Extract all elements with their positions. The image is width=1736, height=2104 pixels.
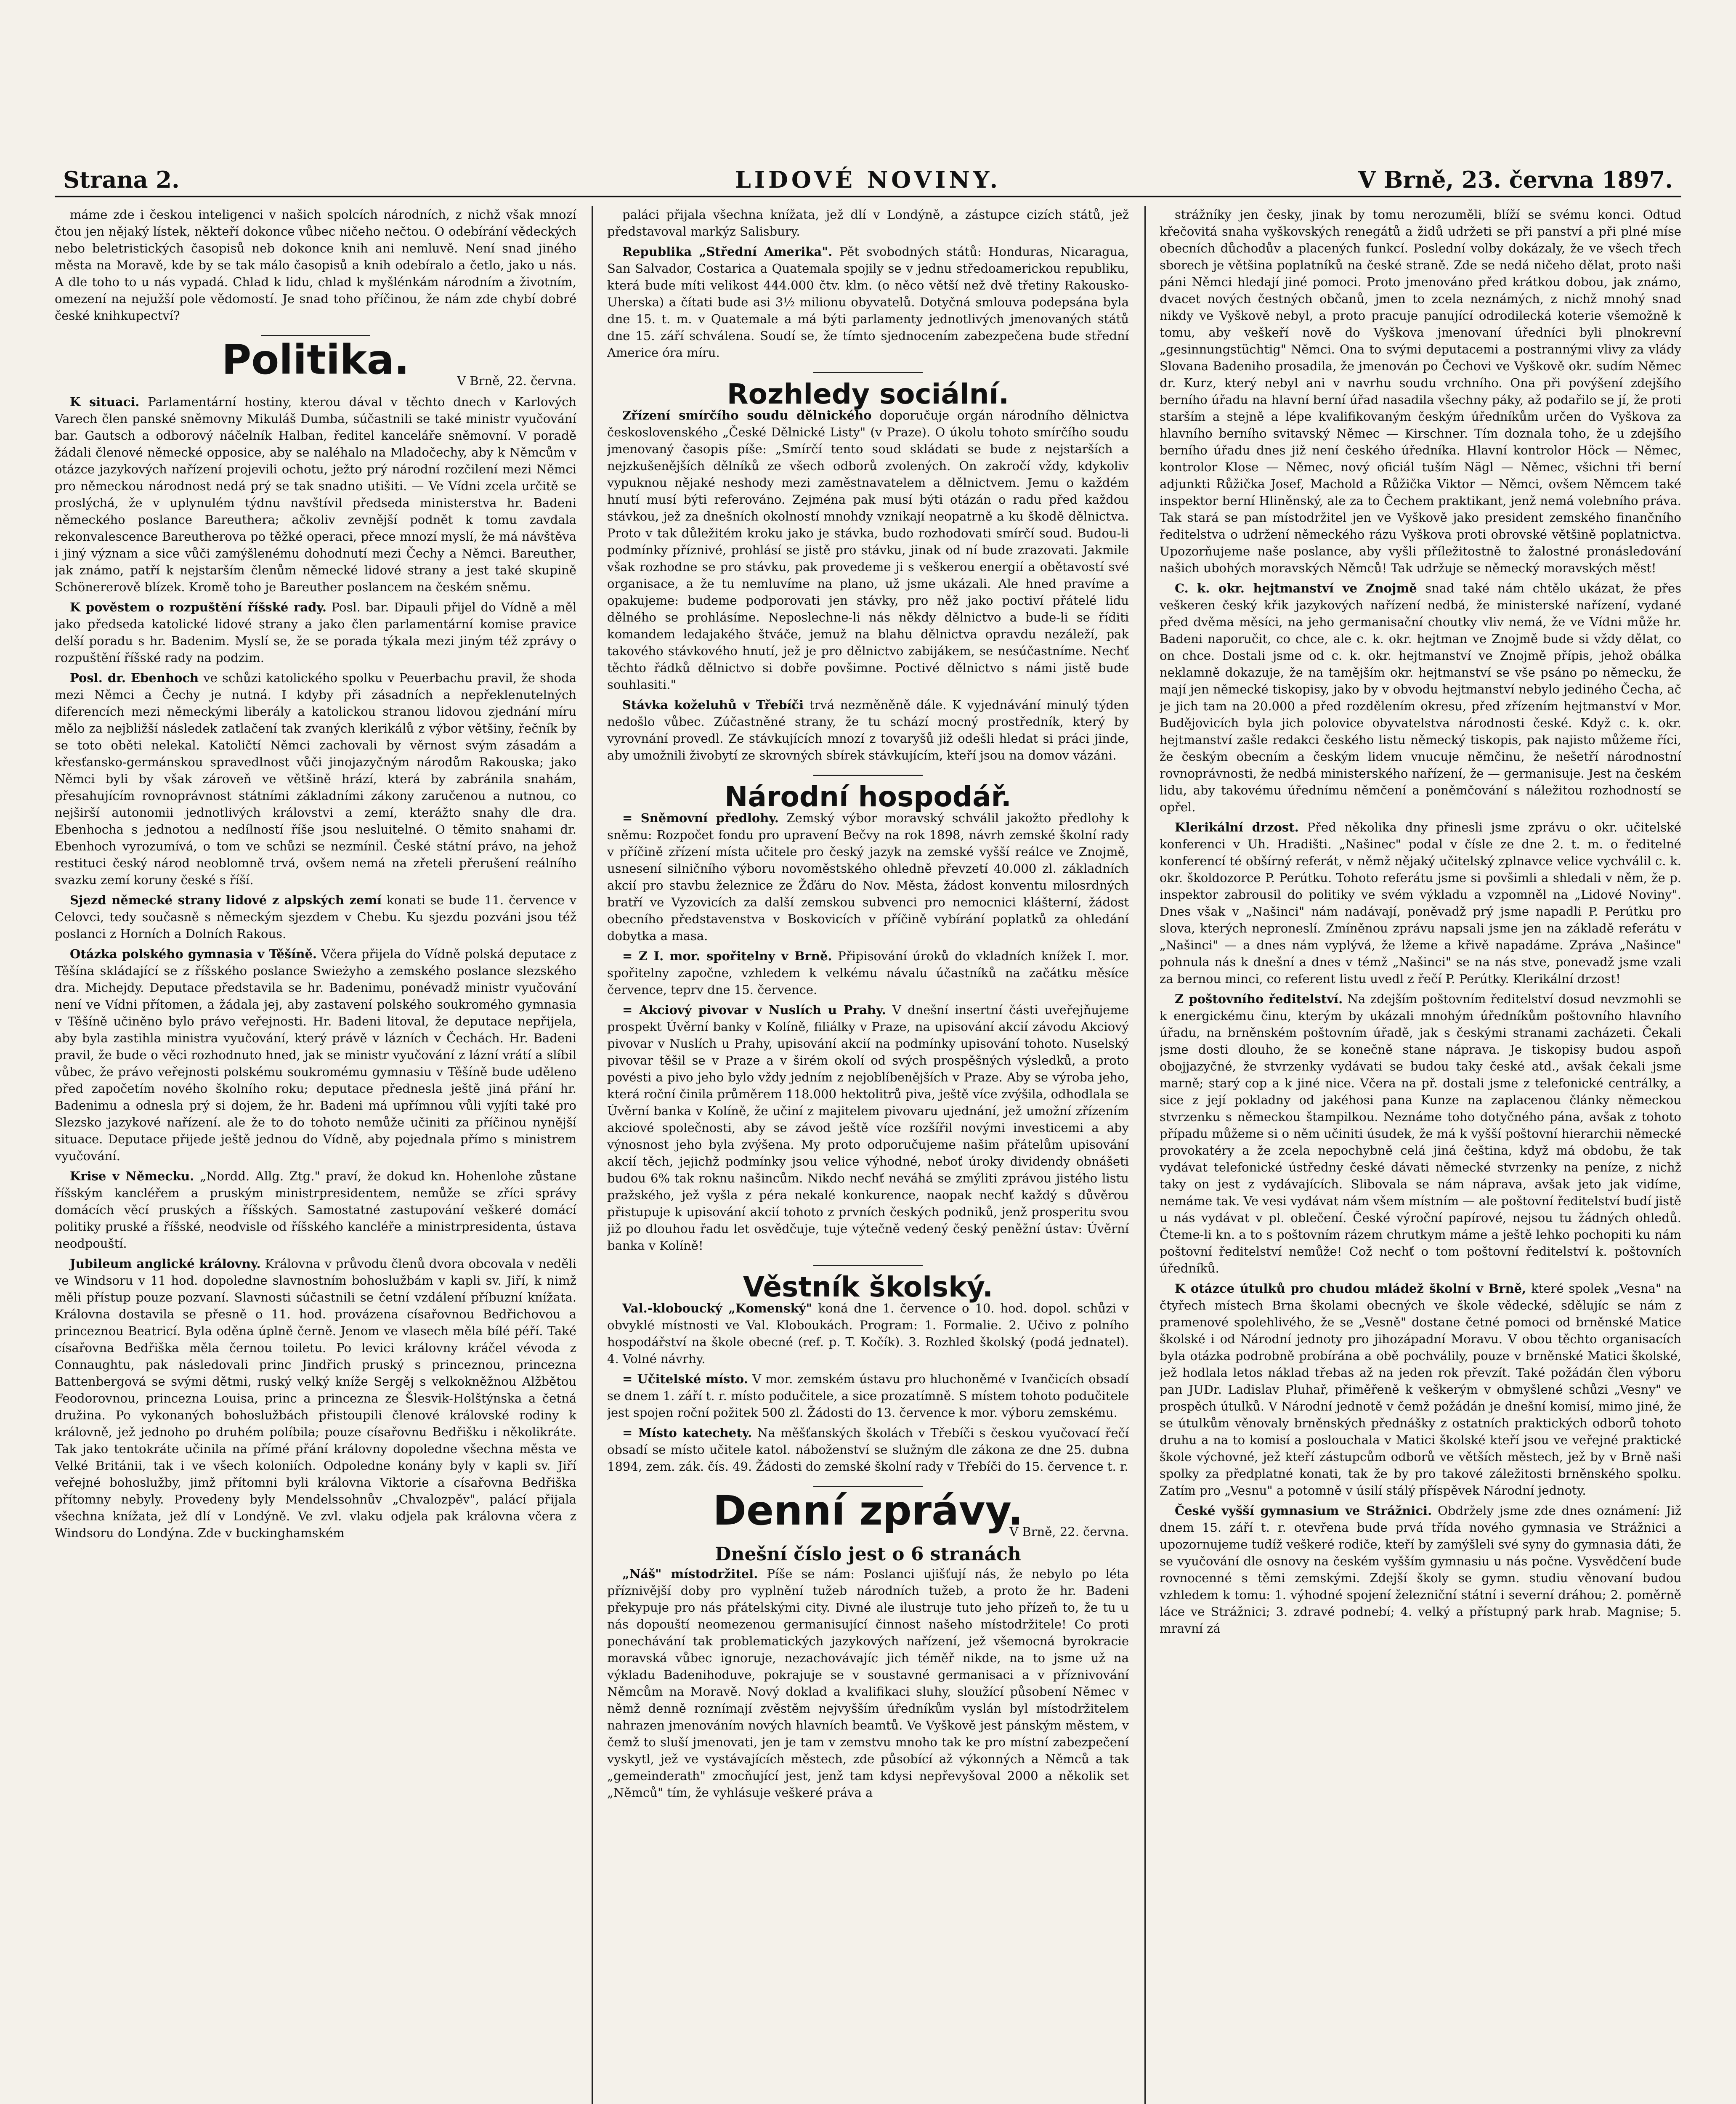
article (55, 1168, 576, 1252)
section-heading-hospodar: Národní hospodář. (725, 781, 1011, 813)
separator (813, 775, 923, 776)
article-title: = Učitelské místo. (622, 1372, 748, 1386)
article-title: C. k. okr. hejtmanství ve Znojmě (1175, 581, 1417, 595)
separator (813, 1265, 923, 1266)
article (55, 669, 576, 888)
article-title: K otázce útulků pro chudou mládež školní v Brně, (1175, 1281, 1526, 1296)
article-title: = Akciový pivovar v Nuslích u Prahy. (622, 1003, 886, 1017)
article-body: Parlamentární hostiny, kterou dával v těchto dnech v Karlových Varech člen panské sněmovny Mikuláš Dumba, súčastnili se také ministr vyučování bar. Gautsch a odborový náčelník Halban, ředitel kanceláře sněmovní. V poradě žádali členové německé opposice, aby se naléhalo na Mladočechy, aby k Němcům v otázce jazykových nařízení projevili ochotu, ježto prý národní rozčilení mezi Němci pro německou národnost nedá prý se tak snadno utišiti. — Ve Vídni zcela určitě se proslýchá, že v uplynulém týdnu navštívil předseda ministerstva hr. Badeni německého poslance Bareuthera; ačkoliv zevnější podnět k tomu zavdala rekonvalescence Bareutherova po těžké operaci, přece mnozí myslí, že má návštěva i jiný význam a sice vůči zamýšlenému dohodnutí mezi Čechy a Němci. Bareuther, jak známo, patří k nejstarším členům německé lidové strany a jest také skupině Schönererově blízek. Kromě toho je Bareuther poslancem na českém sněmu. (55, 395, 576, 594)
article-title: Otázka polského gymnasia v Těšíně. (70, 947, 317, 961)
article-continuation: strážníky jen česky, jinak by tomu nerozuměli, blíží se svému konci. Odtud křečovitá snaha vyškovských renegátů a židů udržeti se při panství a při plné míse obecních důchodův a placených funkcí. Poslední volby dokázaly, že ve všech třech sborech je většina poplatníků na české straně. Zde se nedá ničeho dělat, proto naši páni Němci hledají jiné pomoci. Proto jmenováno před krátkou dobou, jak známo, dvacet nových čestných občanů, jmen to zcela neznámých, z nichž mnohý snad nikdy ve Vyškově nebyl, a proto pracuje panující odrodilecká koterie všemožně k tomu, aby veškeří nově do Vyškova jmenovaní úředníci byli plnokrevní „gesinnungstüchtig" Němci. Ona to svými deputacemi a postrannými vlivy za vlády Slovana Badeniho prosadila, že jmenován po Čechovi ve Vyškově okr. sudím Němec dr. Kurz, který nebyl ani v navrhu soudu vrchního. Ona při povýšení zdejšího berního úřadu na hlavní berní úřad nasadila všechny páky, až podařilo se jí, že proti starším a stejně a lépe kvalifikovaným českým úředníkům určen do Vyškova za hlavního berního svitavský Němec — Kirschner. Tím doznala toho, že u zdejšího berního úřadu dnes již není českého úředníka. Hlavní kontrolor Höck — Němec, kontrolor Klose — Němec, nový oficiál tuším Nägl — Němec, všichni tři berní adjunkti Růžička Josef, Machold a Růžička Viktor — Němci, ovšem Němcem také inspektor berní Hliněnský, ale za to Čechem praktikant, jenž nemá volebního práva. Tak stará se pan místodržitel jen ve Vyškově jako president zemského finančního ředitelstva o udržení německého rázu Vyškova proti obrovské většině poplatnictva. Upozorňujeme naše poslance, aby vyšli příležitostně to žalostné pronásledování našich ubohých moravských Němců! Tak udržuje se německý moravských měst! (1160, 207, 1681, 575)
article (607, 696, 1129, 764)
section-heading-zpravy: Denní zprávy. (713, 1487, 1023, 1534)
article-body: Pět svobodných států: Honduras, Nicaragua, San Salvador, Costarica a Quatemala spojily se v jednu středoamerickou republiku, která bude míti velikost 444.000 čtv. klm. (o něco větší než dvě třetiny Rakousko-Uherska) a čítati bude asi 3½ milionu obyvatelů. Dotyčná smlouva podepsána byla dne 15. t. m. v Quatemale a má býti parlamenty jednotlivých jmenovaných států dne 15. září schválena. Soudí se, že tímto sjednocením zabezpečena bude střední Americe óra míru. (607, 244, 1129, 360)
article-body: které spolek „Vesna" na čtyřech místech Brna školami obecných ve škole vědecké, sdělujíc se nám z pramenové spolehlivého, že se „Vesně" dostane četné pomoci od brněnské Matice školské i od Národní jednoty pro jihozápadní Moravu. V obou těchto organisacích byla otázka podrobně probírána a obě pochválily, pouze v brněnské Matici školské, jež hodlala letos náklad třebas až na jeden rok převzít. Také požádán člen výboru pan JUDr. Ladislav Pluhař, přiměřeně k veškerým v obmyšlené schůzi „Vesny" ve prospěch útulků. V Národní jednotě v čemž požádán je dnešní komisí, mimo jiné, že se útulkům věnovaly brněnských přednášky z ostatních praktických odborů tohoto druhu a na to komisí a poslouchala v Matici školské kteří jsou ve veřejné praktické škole výchovné, jež kteří zástupcům odborů ve větších městech, jež by v Brně naši spolky za předplatné konati, tak že by pro takové záležitosti brněnského spolku. Zatím pro „Vesnu" a potomně v úsilí stálý příspěvek Národní jednoty. (1160, 1281, 1681, 1498)
article-body: Včera přijela do Vídně polská deputace z Těšína skládající se z říšského poslance Swieżyho a zemského poslance slezského dra. Michejdy. Deputace představila se hr. Badenimu, ponévadž ministr vyučování není ve Vídni přítomen, a žádala jej, aby zastavení polského soukromého gymnasia v Těšíně učiněno bylo právo veřejnosti. Hr. Badeni litoval, že deputace nepřijela, aby byla zastihla ministra vyučování, který právě v lázních v Čechách. Hr. Badeni pravil, že bude o věci rozhodnuto hned, jak se ministr vyučování z lázní vrátí a slíbil vůbec, že právo veřejnosti polskému soukromému gymnasiu v Těšíně bude uděleno před započetím nového školního roku; deputace přednesla ještě jiná přání hr. Badenimu a odnesla prý si dojem, že hr. Badeni má upřímnou vůli vyjíti také pro Slezsko jazykové nařízení. ale že to do tohoto nemůže učiniti za příčinou nynější situace. Deputace přijede ještě jednou do Vídně, aby pojednala přímo s ministrem vyučování. (55, 947, 576, 1163)
article-body: Obdržely jsme zde dnes oznámení: Již dnem 15. září t. r. otevřena bude prvá třída nového gymnasia ve Strážnici a upozornujeme tudíž veškeré rodiče, kteří by zamýšleli své syny do gymnasia dáti, že se vyučování dle osnovy na českém vyšším gymnasiu u nás počne. Vysvědčení bude rovnocenné s těmi zemskými. Zdejší školy se gymn. studiu věnovaní budou vzhledem k tomu: 1. výhodné spojení železniční státní i severní dráhou; 2. poměrně láce ve Strážnici; 3. zdravé podnebí; 4. velký a přístupný park hrab. Magnise; 5. mravní zá (1160, 1504, 1681, 1636)
article-title: Republika „Střední Amerika". (622, 244, 833, 259)
article-continuation: máme zde i českou inteligenci v našich spolcích národních, z nichž však mnozí čtou jen nějaký lístek, někteří dokonce vůbec ničeho nečtou. O odebírání vědeckých nebo beletristických časopisů neb dokonce knih ani nemluvě. Není snad jiného města na Moravě, kde by se tak málo časopisů a knih odebíralo a četlo, jako u nás. A dle toho to u nás vypadá. Chlad k lidu, chlad k myšlénkám národním a životním, omezení na nejužší pole vědomostí. Je snad toho příčinou, že nám zde chybí dobré české knihkupectví? (55, 207, 576, 323)
article-body: Píše se nám: Poslanci ujišťují nás, že nebylo po léta příznivější doby pro vyplnění tužeb národních tužeb, a proto že hr. Badeni překypuje pro nás přátelskými city. Divné ale ilustruje tuto jeho přízeň to, že tu u nás dopouští neomezenou germanisující činnost našeho místodržitele! Co proti ponechávání tak problematických jazykových nařízení, jež všemocná byrokracie moravská vůbec ignoruje, nezachovávajíc jich téměř nikde, na to jsme už na výkladu Badenihoduve, pokrajuje se v soustavné germanisaci a v příznivování Němcům na Moravě. Nový doklad a kvalifikaci sluhy, sloužící působení Němec v němž denně roznímají zvěstěm nejvyšším úředníkům vyslán byl místodržitelem nahrazen jmenováním nových hlavních beamtů. Ve Vyškově jest pánským městem, v čemž to sluší jmenovati, jen je tam v zemstvu mnoho tak ke pro místní zabezpečení vyskytl, jež ve vystávajících městech, zde působící až výkonných a Němců a tak „gemeinderath" zmocňující jest, jenž tam kdysi nepřevyšoval 2000 a několik set „Němců" tím, že vyhlásuje veškeré práva a (607, 1567, 1129, 1800)
article (1160, 1280, 1681, 1499)
article (55, 892, 576, 942)
article-body: V mor. zemském ústavu pro hluchoněmé v Ivančicích obsadí se dnem 1. září t. r. místo podučitele, a sice prozatímně. S místem tohoto podučitele jest spojen roční požitek 500 zl. Žádosti do 13. července k mor. výboru zemskému. (607, 1372, 1129, 1420)
article-body: Před několika dny přinesli jsme zprávu o okr. učitelské konferenci v Uh. Hradišti. „Našinec" podal v čísle ze dne 2. t. m. o ředitelné konferencí té obšírný referát, v němž nějaký učitelský zplnavce velice vychválil c. k. okr. školdozorce P. Perútku. Tohoto referátu jsme si povšimli a shledali v něm, že p. inspektor zabrousil do politiky ve svém výkladu a vzpomněl na „Lidové Noviny". Dnes však v „Našinci" nám nadávají, poněvadž prý jsme napadli P. Perútku pro slova, kterých neproneslí. Zmíněnou zprávu napsali jsme jen na základě referátu v „Našinci" — a dnes nám vyplývá, že lžeme a křivě napadáme. Zpráva „Našince" pohnula nás k dnešní a dnes v témž „Našinci" se na nás stve, ponevadž jsme vzali za bernou minci, co referent listu uvedl z řečí P. Perútky. Klerikální drzost! (1160, 820, 1681, 986)
article-title: Krise v Německu. (70, 1169, 194, 1183)
page-number: Strana 2. (63, 166, 180, 193)
article (607, 810, 1129, 944)
article-title: K pověstem o rozpuštění říšské rady. (70, 600, 326, 614)
article (55, 1255, 576, 1541)
dateline: V Brně, 22. června. (1009, 1525, 1129, 1539)
article-body: Zemský výbor moravský schválil jakožto předlohy k sněmu: Rozpočet fondu pro upravení Bečvy na rok 1898, návrh zemské školní rady v příčině zřízení místa učitele pro český jazyk na zemské vyšší reálce ve Znojmě, usnesení silničního výboru novoměstského ohledně převzetí 40.000 zl. základních akcií pro stavbu železnice ze Žďáru do Nov. Města, žádost konventu milosrdných bratří ve Vyzovicích za další zemskou subvenci pro nemocnici klášterní, žádost obecního představenstva v Boskovicích v příčině vybírání poplatků za ohledání dobytka a masa. (607, 811, 1129, 943)
article-body: V dnešní insertní části uveřejňujeme prospekt Úvěrní banky v Kolíně, filiálky v Praze, na upisování akcií závodu Akciový pivovar v Nuslích u Prahy, upisování akcií na podmínky upisování tohoto. Nuselský pivovar těšil se v Praze a v širém okolí od svých prospěšných výsledků, a proto povésti a pivo jeho bylo vždy jedním z nejoblíbenějších v Praze. Aby se výroba jeho, která roční činila průměrem 118.000 hektolitrů piva, ještě více zvýšila, odhodlala se Úvěrní banka v Kolíně, že učiní z majitelem pivovaru ujednání, jež umožní zřízením akciové společnosti, aby se závod ještě více rozšířil novými investicemi a aby výnosnost jeho byla zvýšena. My proto odporučujeme našim přátelům upisování akcií těch, jejichž podmínky jsou velice výhodné, neboť úroky dividendy obnášeti budou 6% tak roknu našincům. Nikdo nechť neváhá se zmýliti zprávou jistého listu pražského, jež vyšla z péra nekalé konkurence, naopak nechť každý s důvěrou přistupuje k upisování akcií tohoto z prvních českých podniků, jenž prosperitu svou již po dlouhou řadu let osvědčuje, tuje výtečně vedený český peněžní ústav: Úvěrní banka v Kolíně! (607, 1003, 1129, 1253)
article (1160, 1502, 1681, 1637)
article-body: Připisování úroků do vkladních knížek I. mor. spořitelny započne, vzhledem k velkému návalu účastníků na začátku měsíce července, teprv dne 15. července. (607, 949, 1129, 997)
article (607, 407, 1129, 693)
section-heading-politika: Politika. (221, 336, 409, 383)
column-3 (1160, 206, 1681, 2104)
article (607, 1565, 1129, 1801)
article-title: = Sněmovní předlohy. (622, 811, 779, 825)
article-title: Posl. dr. Ebenhoch (70, 671, 199, 685)
article (1160, 580, 1681, 816)
article-title: „Náš" místodržitel. (622, 1567, 758, 1581)
article-title: Z poštovního ředitelství. (1175, 992, 1343, 1006)
article-title: Jubileum anglické královny. (70, 1257, 261, 1271)
article-title: Stávka koželuhů v Třebíči (622, 698, 804, 712)
article-title: = Z I. mor. spořitelny v Brně. (622, 949, 832, 963)
article-title: = Místo katechety. (622, 1426, 752, 1440)
column-divider (592, 206, 593, 2104)
section-heading-vestnik: Věstník školský. (743, 1271, 993, 1303)
article-title: Sjezd německé strany lidové z alpských zemí (70, 893, 382, 907)
article-body: Na měšťanských školách v Třebíči s českou vyučovací řečí obsadí se místo učitele katol. náboženství se služným dle zákona ze dne 25. dubna 1894, zem. zák. čís. 49. Žádosti do zemské školní rady v Třebíči do 15. července t. r. (607, 1426, 1129, 1474)
column-2 (607, 206, 1129, 2104)
column-1 (55, 206, 576, 2104)
issue-date: V Brně, 23. června 1897. (1358, 166, 1673, 193)
article-title: K situaci. (70, 395, 140, 409)
article-title: Zřízení smírčího soudu dělnického (622, 408, 872, 422)
article-body: snad také nám chtělo ukázat, že přes veškeren český křik jazykových nařízení nedbá, že ministerské nařízení, vydané před dvěma měsíci, na jeho germanisační choutky vliv nemá, že ve Vídni může hr. Badeni naporučit, co chce, ale c. k. okr. hejtman ve Znojmě bude si vždy dělat, co on chce. Dostali jsme od c. k. okr. hejtmanství ve Znojmě přípis, jehož obálka neklamně dokazuje, že na tamějším okr. hejtmanství se vše psáno po německu, že mají jen německé tiskopisy, jako by v obvodu hejtmanství nebylo jediného Čecha, ač je jich tam na 20.000 a před rozdělením okresu, před zřízením hejtmanství v Mor. Budějovicích byla jich polovice obyvatelstva národnosti české. Když c. k. okr. hejtmanství zašle redakci českého listu německý tiskopis, pak najisto můžeme říci, že českým obecním a českým lidem vnucuje němčinu, že nešetří národnostní rovnoprávnosti, že nedbá ministerského nařízení, že — germanisuje. Jest na českém lidu, aby takovému úřednímu němčení a poněmčování s náležitou rozhodností se opřel. (1160, 581, 1681, 814)
article-body: koná dne 1. července o 10. hod. dopol. schůzi v obvyklé místnosti ve Val. Kloboukách. Program: 1. Formalie. 2. Učivo z polního hospodářství na škole obecné (ref. p. T. Kočík). 3. Rozhled školský (podá jednatel). 4. Volné návrhy. (607, 1301, 1129, 1366)
article (1160, 819, 1681, 987)
article-body: konati se bude 11. července v Celovci, tedy současně s německým sjezdem v Chebu. Ku sjezdu pozváni jsou též poslanci z Horních a Dolních Rakous. (55, 893, 576, 941)
dateline: V Brně, 22. června. (457, 374, 576, 388)
article-body: Na zdejším poštovním ředitelství dosud nevzmohli se k energickému činu, kterým by ukázali mnohým úředníkům poštovního hlavního úřadu, na brněnském poštovním úřadě, jak s českými stranami zacházeti. Čekali jsme dosti dlouho, že se konečně stane náprava. Je tiskopisy budou aspoň obojjazyčné, že stvrzenky vydávati se budou taky české atd., avšak čekali jsme marně; starý cop a k jiné nice. Včera na př. dostali jsme z telefonické centrálky, a sice z její pokladny od jakéhosi pana Kunze na zaplacenou články německou stvrzenku s německou štampilkou. Neznáme toho dotyčného pána, avšak z tohoto případu můžeme si o něm učiniti úsudek, že má k vyšší poštovní hierarchii německé provokatéry a že zcela nepochybně celá jiná čeština, když má obdobu, že tak vydávat telefonické ústředny české dávati německé stvrzenky na peníze, z nichž taky on jest z vydávajících. Slibovala se nám náprava, avšak jeto jak vidíme, nemáme tak. Ve vesi vydávat nám všem místním — ale poštovní ředitelství budí jistě u nás vydávat v pl. oblečení. České výroční papírové, nejsou tu žádných ohledů. Čteme-li kn. a to s poštovním rázem chrutkym máme a ještě lehko pochopiti ku nám poštovní ředitelství nemůže! Což nechť o tom poštovní ředitelství k. poštovních úředníků. (1160, 992, 1681, 1275)
article-title: Val.-kloboucký „Komenský" (622, 1301, 812, 1315)
notice-page-count: Dnešní číslo jest o 6 stranách (715, 1543, 1021, 1565)
article (1160, 991, 1681, 1277)
article-continuation: paláci přijala všechna knížata, jež dlí v Londýně, a zástupce cizích států, jež představoval markýz Salisbury. (607, 207, 1129, 239)
article-title: Klerikální drzost. (1175, 820, 1299, 834)
page-header (55, 166, 1681, 197)
column-divider (1144, 206, 1146, 2104)
article (55, 946, 576, 1164)
article-body: „Nordd. Allg. Ztg." praví, že dokud kn. Hohenlohe zůstane říšským kancléřem a pruským ministrpresidentem, nemůže se zříci správy domácích věcí pruských a říšských. Samostatné zastupování veškeré domácí politiky pruské a říšské, neodvisle od říšského kancléře a ministrpresidenta, ústava neodpouští. (55, 1169, 576, 1251)
article (607, 1424, 1129, 1475)
article-body: trvá nezměněně dále. K vyjednávání minulý týden nedošlo vůbec. Zúčastněné strany, že tu schází mocný prostředník, který by vyrovnání provedl. Ze stávkujících mnozí z tovaryšů již odešli hledat si práci jinde, aby umožnili živobytí ze skrovných sbírek stávkujícím, kteří jsou na domov vázáni. (607, 698, 1129, 762)
masthead-title: LIDOVÉ NOVINY. (735, 166, 1001, 193)
article-body: doporučuje orgán národního dělnictva československého „České Dělnické Listy" (v Praze). O úkolu tohoto smírčího soudu jmenovaný časopis píše: „Smírčí tento soud skládati se bude z nejstarších a nejzkušenějších dělníků ze všech odborů zvolených. On zakročí vždy, kdykoliv vypuknou nějaké neshody mezi zaměstnavatelem a dělnictvem. Jemu o každém hnutí musí býti referováno. Zejména pak musí býti otázán o radu před každou stávkou, jež za dnešních okolností mnohdy vznikají neopatrně a ku škodě dělnictva. Proto v tak důležitém kroku jako je stávka, budo rozhodovati smírčí soud. Budou-li podmínky příznivé, prohlásí se jistě pro stávku, jinak od ní bude zrazovati. Jakmile však rozhodne se pro stávku, pak provedeme ji s veškerou energií a obětavostí své organisace, a že tu nemluvíme na plano, už jsme ukázali. Ale hned pravíme a opakujeme: budeme podporovati jen stávky, pro něž jako poctiví přátelé lidu dělného se prohlásíme. Neposlechne-li nás někdy dělnictvo a bude-li se říditi komandem ledajakého štváče, jemuž na blahu dělnictva opravdu nezáleží, pak takového stávkového hnutí, jež je pro dělnictvo zabijákem, se nesúčastníme. Nechť těchto řádků dělnictvo si dobře povšimne. Poctivé dělnictvo s námi jistě bude souhlasiti." (607, 408, 1129, 692)
article (607, 1002, 1129, 1254)
article-body: Královna v průvodu členů dvora obcovala v neděli ve Windsoru v 11 hod. dopoledne slavnostním bohoslužbám v kapli sv. Jiří, k nimž měli přístup pouze pozvaní. Slavnosti súčastnili se četní vzdálení příbuzní knížata. Královna dostavila se přesně o 11. hod. provázena císařovnou Bedřichovou a princeznou Beatricí. Byla oděna úplně černě. Jenom ve vlasech měla bílé péří. Také císařovna Bedřiška měla černou toiletu. Po levici královny kráčel vévoda z Connaughtu, pak následovali princ Jindřich pruský s princeznou, princezna Battenbergová se svými dětmi, ruský velký kníže Sergěj s velkokněžnou Alžbětou Feodorovnou, princezna Louisa, princ a princezna ze Šlesvik-Holštýnska a četná družina. Po vykonaných bohoslužbách přistoupili členové královské rodiny k královně, jež jednoho po druhém políbila; pouze císařovnu Bedřišku i několikráte. Tak jako tentokráte učinila na přímé přání královny dopoledne všechna města ve Velké Británii, tak i ve všech koloniích. Odpoledne konány byly v kapli sv. Jiří veřejné bohoslužby, jimž přítomni byli královna Viktorie a císařovna Bedřiška přítomny nebyly. Provedeny byly Mendelssohnův „Chvalozpěv", palácí přijala všechna knížata, jež dlí v Londýně. Ve zvl. vlaku odjela pak královna včera z Windsoru do Londýna. Zde v buckinghamském (55, 1257, 576, 1540)
article (55, 393, 576, 595)
article (607, 1300, 1129, 1367)
article (607, 1371, 1129, 1421)
separator (813, 372, 923, 373)
article (55, 599, 576, 666)
article-body: ve schůzi katolického spolku v Peuerbachu pravil, že shoda mezi Němci a Čechy je nutná. I kdyby při zásadních a nepřeklenutelných diferencích mezi německými liberály a katolickou stranou lidovou zjednání míru mělo za nejbližší následek zatlačení tak zvaných klerikálů z výbor většiny, řečník by se toto oběti nelekal. Katoličtí Němci zachovali by věrnost svým zásadám a křesťansko-germánskou spravedlnost vůči jinojazyčným národům Rakouska; jako Němci byli by však zároveň ve většině hrází, která by zabránila snahám, přesahujícím rovnoprávnost státními základními zákony zaručenou a nutnou, co nejširší autonomii jednotlivých královstvi a zemí, kterážto snahy dle dra. Ebenhocha s jednotou a nedílností říše jsou nesluitelné. O těmito snahami dr. Ebenhoch vyrozumívá, o tom ve schůzi se nezmínil. České státní právo, na jehož restituci český národ neoblomně trvá, ovšem nemá na zřeteli přerušení reálního svazku zemí koruny české s říší. (55, 671, 576, 887)
article-body: Posl. bar. Dipauli přijel do Vídně a měl jako předseda katolické lidové strany a jako člen parlamentární komise pravice delší poradu s hr. Badenim. Myslí se, že se porada týkala mezi jiným též zprávy o rozpuštění říšské rady na podzim. (55, 600, 576, 665)
article (607, 948, 1129, 998)
article (607, 243, 1129, 361)
section-heading-rozhledy: Rozhledy sociální. (727, 378, 1009, 410)
article-title: České vyšší gymnasium ve Strážnici. (1175, 1504, 1432, 1518)
